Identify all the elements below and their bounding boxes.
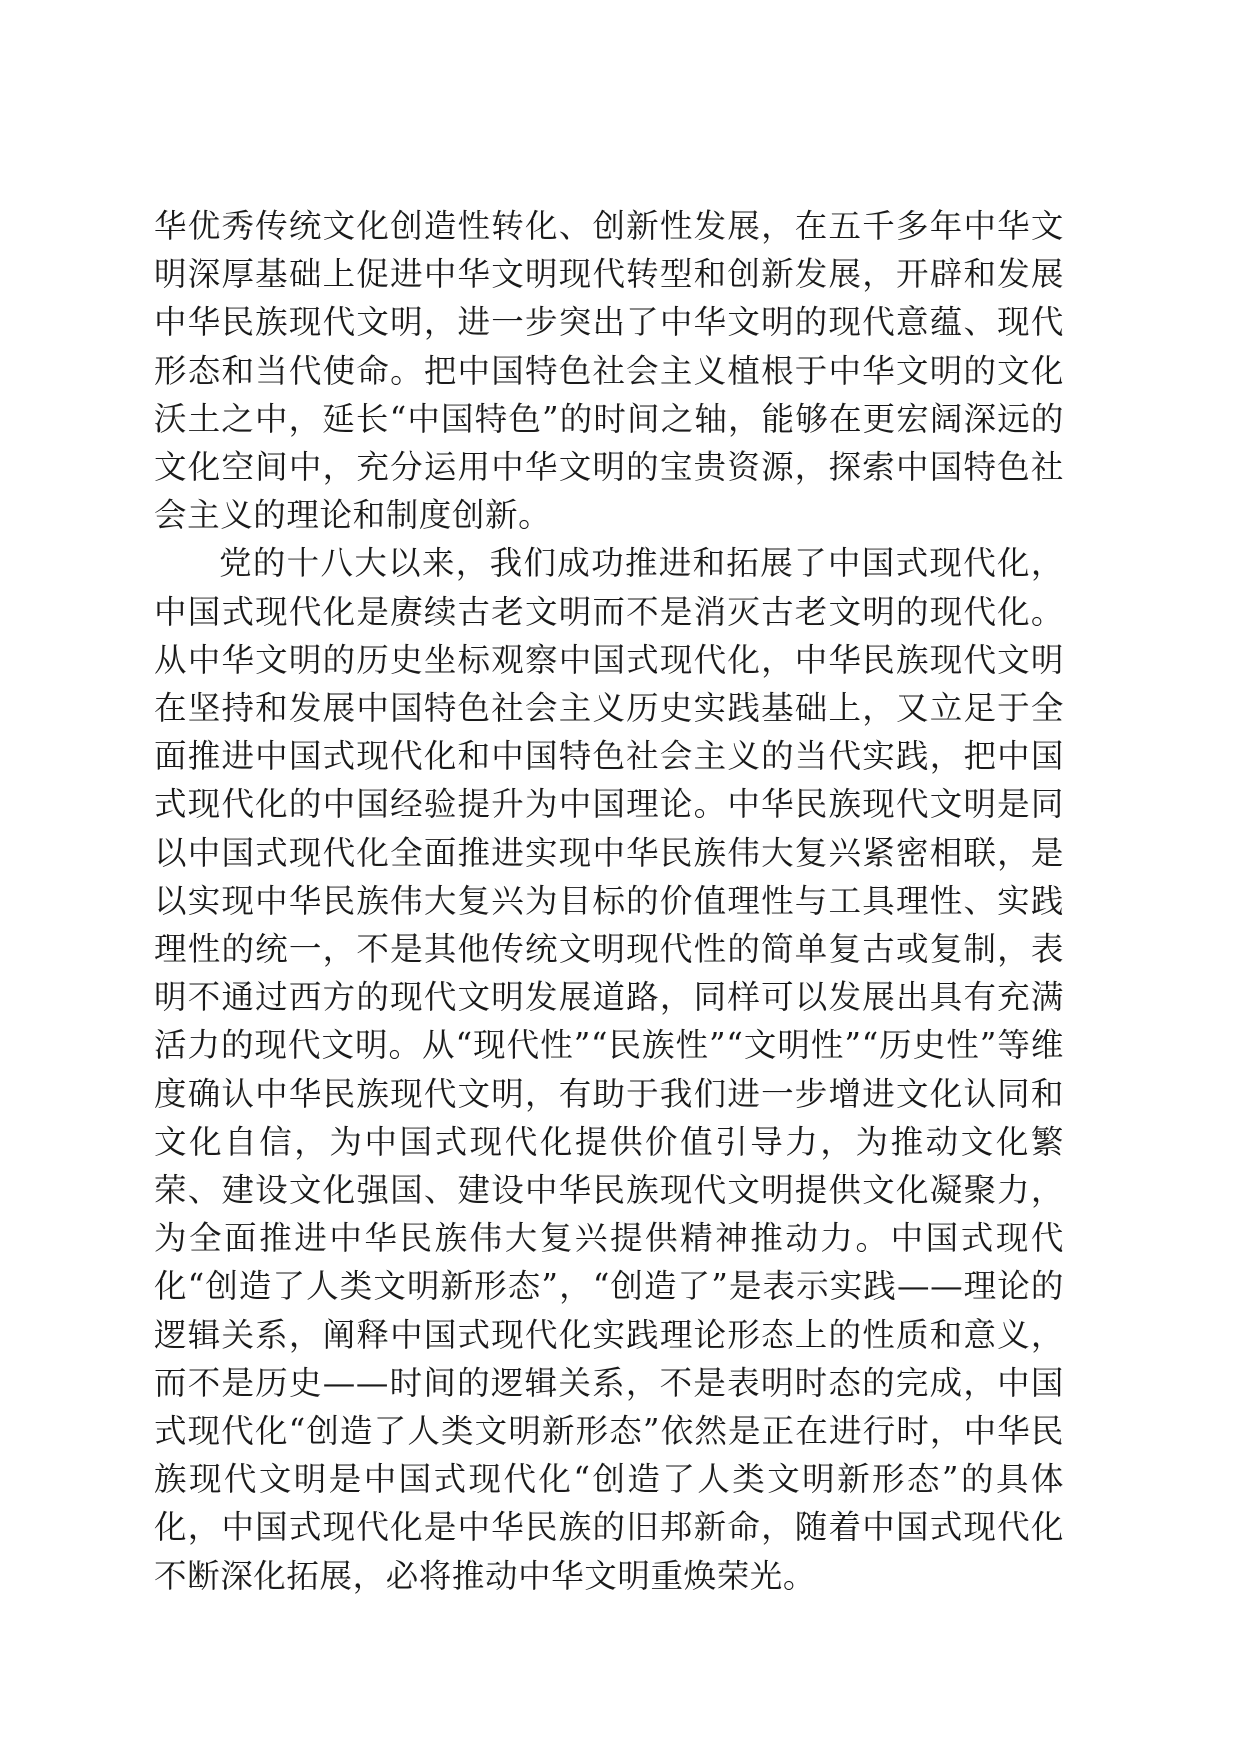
paragraph-continuation: 华优秀传统文化创造性转化、创新性发展，在五千多年中华文明深厚基础上促进中华文明现代转型和创新发展，开辟和发展中华民族现代文明，进一步突出了中华文明的现代意蕴、现代形态和当代使命。把中国特色社会主义植根于中华文明的文化沃土之中，延长“中国特色”的时间之轴，能够在更宏阔深远的文化空间中，充分运用中华文明的宝贵资源，探索中国特色社会主义的理论和制度创新。 — [154, 207, 1064, 535]
paragraph-main: 党的十八大以来，我们成功推进和拓展了中国式现代化，中国式现代化是赓续古老文明而不是消灭古老文明的现代化。从中华文明的历史坐标观察中国式现代化，中华民族现代文明在坚持和发展中国特色社会主义历史实践基础上，又立足于全面推进中国式现代化和中国特色社会主义的当代实践，把中国式现代化的中国经验提升为中国理论。中华民族现代文明是同以中国式现代化全面推进实现中华民族伟大复兴紧密相联，是以实现中华民族伟大复兴为目标的价值理性与工具理性、实践理性的统一，不是其他传统文明现代性的简单复古或复制，表明不通过西方的现代文明发展道路，同样可以发展出具有充满活力的现代文明。从“现代性”“民族性”“文明性”“历史性”等维度确认中华民族现代文明，有助于我们进一步增进文化认同和文化自信，为中国式现代化提供价值引导力，为推动文化繁荣、建设文化强国、建设中华民族现代文明提供文化凝聚力，为全面推进中华民族伟大复兴提供精神推动力。中国式现代化“创造了人类文明新形态”，“创造了”是表示实践——理论的逻辑关系，阐释中国式现代化实践理论形态上的性质和意义，而不是历史——时间的逻辑关系，不是表明时态的完成，中国式现代化“创造了人类文明新形态”依然是正在进行时，中华民族现代文明是中国式现代化“创造了人类文明新形态”的具体化，中国式现代化是中华民族的旧邦新命，随着中国式现代化不断深化拓展，必将推动中华文明重焕荣光。 — [154, 544, 1064, 1595]
body-text — [154, 202, 1064, 1600]
